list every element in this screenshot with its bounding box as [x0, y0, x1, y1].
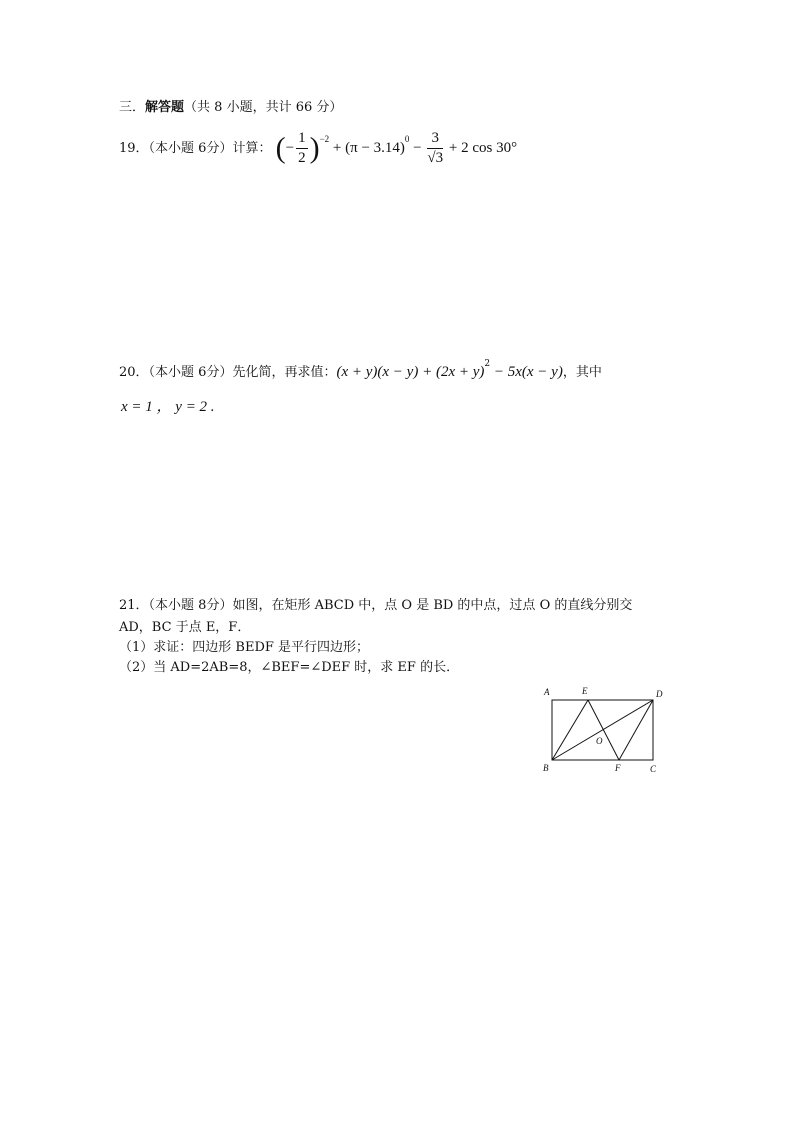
q19-frac2-den: √3 — [427, 150, 444, 166]
q21-text-line2: AD，BC 于点 E，F． — [119, 620, 251, 635]
section-title: 解答题 — [145, 100, 185, 115]
question-20 — [119, 360, 602, 380]
q19-frac2-num: 3 — [427, 131, 443, 149]
q20-points: （本小题 6分） — [148, 365, 233, 380]
label-d: D — [656, 689, 663, 699]
q20-number: 20． — [119, 365, 149, 380]
section-heading — [119, 101, 342, 114]
label-b: B — [543, 763, 549, 773]
q20-prompt: 先化简，再求值： — [232, 365, 337, 380]
q19-expression: (− $\frac{1}{2}$ )$^{-2} + (\pi - 3.14)^0$ − $\frac{3}{√3}$ + 2 cos 30° — [275, 130, 518, 166]
label-o: O — [596, 736, 603, 746]
rectangle-figure — [537, 683, 677, 783]
q20-expr-part1: (x + y)(x − y) + (2x + y) — [336, 364, 485, 380]
q21-part1: （1）求证：四边形 BEDF 是平行四边形； — [119, 640, 370, 655]
section-note: （共 8 小题，共计 66 分） — [184, 100, 343, 115]
diagonal-bd — [552, 700, 653, 760]
segment-be — [552, 700, 588, 760]
segment-ef — [588, 700, 619, 760]
label-c: C — [650, 764, 657, 774]
label-f: F — [615, 763, 621, 773]
q19-frac1-num: 1 — [296, 131, 308, 149]
q19-exp-neg2: −2 — [319, 133, 330, 144]
q19-points: （本小题 6分） — [148, 141, 233, 156]
q21-text-line1: 如图，在矩形 ABCD 中，点 O 是 BD 的中点，过点 O 的直线分别交 — [232, 598, 633, 613]
q19-pi-term: (π − 3.14) — [345, 139, 405, 156]
q19-exp-zero: 0 — [404, 133, 410, 144]
label-e: E — [582, 686, 588, 696]
q19-frac1-den: 2 — [298, 150, 306, 166]
q19-number: 19． — [119, 141, 149, 156]
q20-expr-part2: − 5x(x − y) — [490, 364, 563, 380]
section-number: 三． — [119, 100, 146, 115]
q19-prompt: 计算： — [232, 141, 272, 156]
q20-suffix: ，其中 — [562, 365, 602, 380]
label-a: A — [544, 687, 550, 697]
q20-exp2: 2 — [484, 359, 491, 369]
q21-number: 21． — [119, 598, 149, 613]
question-21-line1 — [119, 599, 632, 612]
q21-part2: （2）当 AD=2AB=8，∠BEF=∠DEF 时，求 EF 的长． — [119, 660, 460, 675]
q21-points: （本小题 8分） — [148, 598, 233, 613]
q20-values: x = 1 ， y = 2 . — [121, 399, 215, 415]
segment-fd — [619, 700, 653, 760]
q19-tail: + 2 cos 30° — [448, 139, 518, 156]
question-19 — [119, 131, 517, 166]
